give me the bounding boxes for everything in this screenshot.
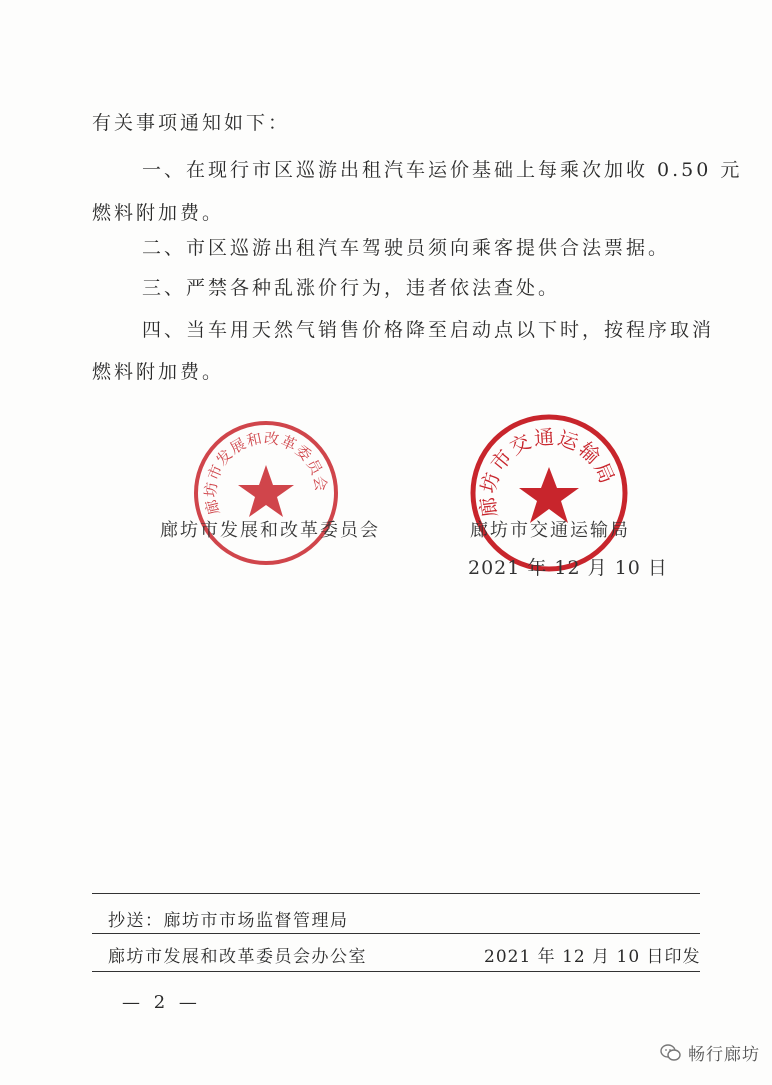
seal-left: [190, 417, 342, 569]
watermark: [660, 1040, 760, 1065]
wechat-icon: [660, 1043, 682, 1063]
body-line: 四、当车用天然气销售价格降至启动点以下时，按程序取消: [142, 319, 715, 341]
cc-line: 抄送：廊坊市市场监督管理局: [108, 911, 349, 931]
body-line: 二、市区巡游出租汽车驾驶员须向乘客提供合法票据。: [142, 237, 671, 259]
seal-left-text: 廊坊市发展和改革委员会: [201, 428, 331, 517]
body-line: 有关事项通知如下：: [92, 112, 291, 134]
watermark-text: 畅行廊坊: [688, 1045, 760, 1065]
body-line: 一、在现行市区巡游出租汽车运价基础上每乘次加收 0.50 元: [142, 159, 743, 181]
signature-right-org: 廊坊市交通运输局: [470, 520, 630, 541]
body-line: 燃料附加费。: [92, 361, 225, 383]
body-line: 三、严禁各种乱涨价行为，违者依法查处。: [142, 277, 561, 299]
signature-date: 2021 年 12 月 10 日: [468, 557, 668, 579]
footer-rule-middle: [92, 933, 700, 934]
seal-right-text: 廊坊市交通运输局: [475, 424, 621, 519]
signature-left-org: 廊坊市发展和改革委员会: [160, 520, 380, 541]
footer-rule-bottom: [92, 971, 700, 972]
body-line: 燃料附加费。: [92, 202, 225, 224]
seal-right: [468, 412, 630, 574]
issuer-line: 廊坊市发展和改革委员会办公室: [108, 947, 367, 967]
footer-rule-top: [92, 893, 700, 894]
page-number: — 2 —: [122, 992, 201, 1013]
issue-date: 2021 年 12 月 10 日印发: [484, 947, 701, 967]
